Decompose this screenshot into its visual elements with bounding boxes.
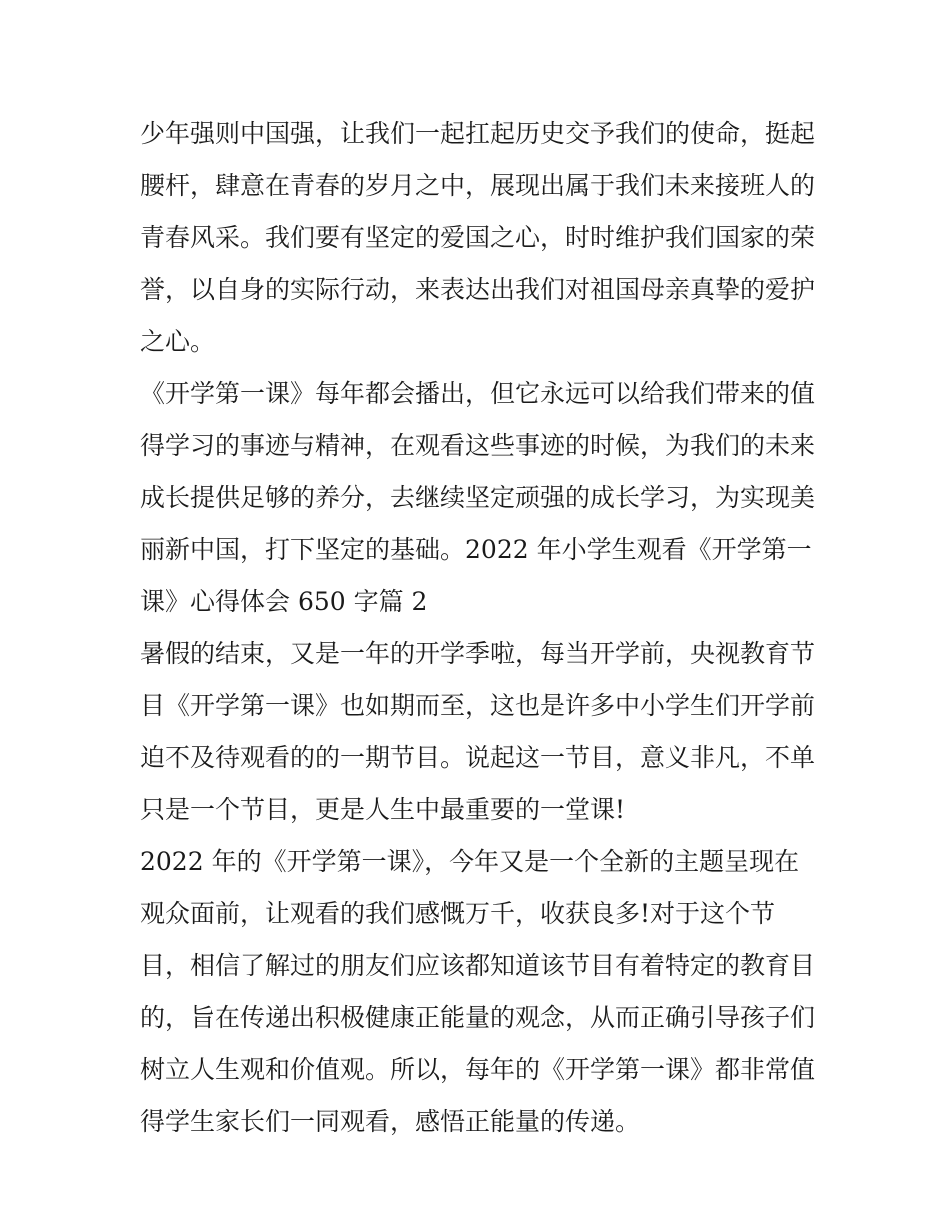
text-line: 成长提供足够的养分，去继续坚定顽强的成长学习，为实现美 — [140, 483, 816, 512]
text-line: 誉，以自身的实际行动，来表达出我们对祖国母亲真挚的爱护 — [140, 275, 816, 304]
text-line: 课》心得体会 650 字篇 2 — [140, 587, 428, 616]
text-line: 得学生家长们一同观看，感悟正能量的传递。 — [140, 1107, 641, 1136]
body-text — [140, 108, 840, 1148]
text-line: 目，相信了解过的朋友们应该都知道该节目有着特定的教育目 — [140, 951, 816, 980]
text-line: 之心。 — [140, 327, 216, 356]
text-line: 青春风采。我们要有坚定的爱国之心，时时维护我们国家的荣 — [140, 223, 816, 252]
text-line: 的，旨在传递出积极健康正能量的观念，从而正确引导孩子们 — [140, 1003, 816, 1032]
text-line: 《开学第一课》每年都会播出，但它永远可以给我们带来的值 — [140, 379, 816, 408]
text-line: 得学习的事迹与精神，在观看这些事迹的时候，为我们的未来 — [140, 431, 816, 460]
text-line: 观众面前，让观看的我们感慨万千，收获良多!对于这个节 — [140, 899, 776, 928]
text-line: 腰杆，肆意在青春的岁月之中，展现出属于我们未来接班人的 — [140, 171, 816, 200]
text-line: 树立人生观和价值观。所以，每年的《开学第一课》都非常值 — [140, 1055, 816, 1084]
text-line: 丽新中国，打下坚定的基础。2022 年小学生观看《开学第一 — [140, 535, 812, 564]
text-line: 少年强则中国强，让我们一起扛起历史交予我们的使命，挺起 — [140, 119, 816, 148]
text-line: 目《开学第一课》也如期而至，这也是许多中小学生们开学前 — [140, 691, 816, 720]
text-line: 2022 年的《开学第一课》，今年又是一个全新的主题呈现在 — [140, 847, 800, 876]
text-line: 迫不及待观看的的一期节目。说起这一节目，意义非凡，不单 — [140, 743, 816, 772]
text-line: 暑假的结束，又是一年的开学季啦，每当开学前，央视教育节 — [140, 639, 816, 668]
text-line: 只是一个节目，更是人生中最重要的一堂课! — [140, 795, 626, 824]
